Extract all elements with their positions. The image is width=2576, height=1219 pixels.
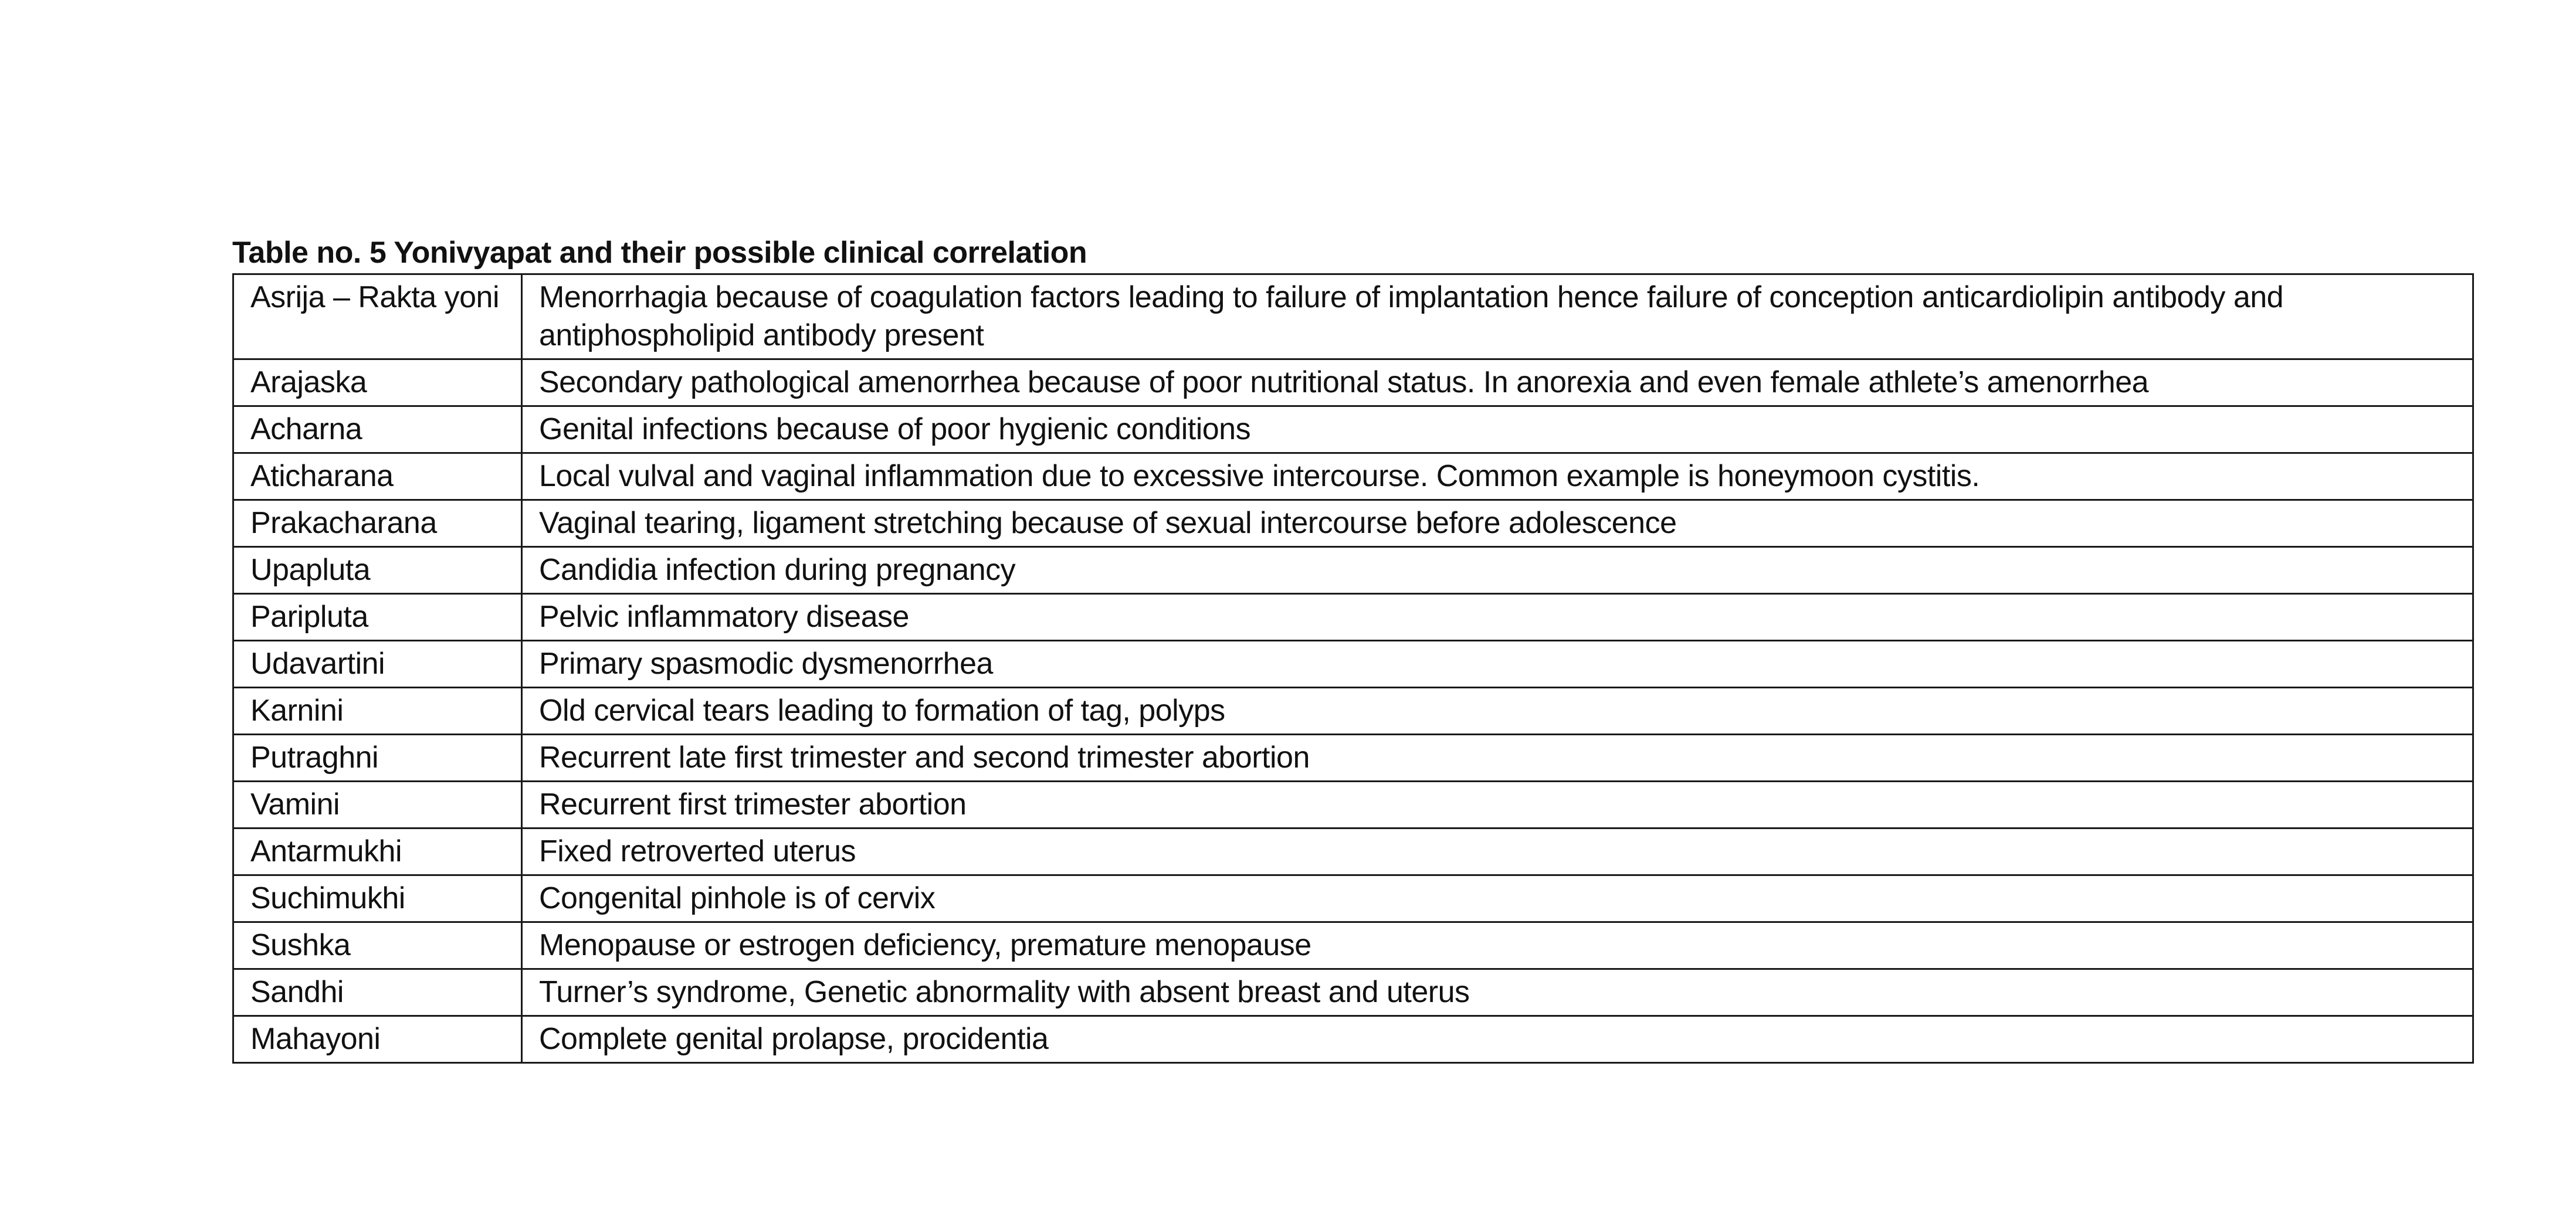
condition-name-cell: Asrija – Rakta yoni [233, 274, 522, 359]
condition-name-cell: Paripluta [233, 594, 522, 641]
condition-name-cell: Prakacharana [233, 500, 522, 547]
condition-name-cell: Mahayoni [233, 1016, 522, 1063]
correlation-cell: Old cervical tears leading to formation of tag, polyps [522, 688, 2473, 735]
condition-name-cell: Sandhi [233, 969, 522, 1016]
table-row [233, 453, 2473, 500]
table-row [233, 274, 2473, 359]
condition-name-cell: Putraghni [233, 735, 522, 782]
condition-name-cell: Arajaska [233, 359, 522, 406]
correlation-cell: Turner’s syndrome, Genetic abnormality with absent breast and uterus [522, 969, 2473, 1016]
condition-name-cell: Sushka [233, 922, 522, 969]
table-row [233, 735, 2473, 782]
table-row [233, 547, 2473, 594]
condition-name-cell: Acharna [233, 406, 522, 453]
table-row [233, 359, 2473, 406]
table-caption: Table no. 5 Yonivyapat and their possible clinical correlation [232, 236, 1087, 270]
condition-name-cell: Aticharana [233, 453, 522, 500]
correlation-cell: Recurrent first trimester abortion [522, 782, 2473, 828]
table-row [233, 969, 2473, 1016]
condition-name-cell: Karnini [233, 688, 522, 735]
correlation-cell: Genital infections because of poor hygienic conditions [522, 406, 2473, 453]
table-row [233, 782, 2473, 828]
condition-name-cell: Antarmukhi [233, 828, 522, 875]
table-row [233, 688, 2473, 735]
condition-name-cell: Udavartini [233, 641, 522, 688]
table-row [233, 406, 2473, 453]
table-row [233, 1016, 2473, 1063]
correlation-cell: Menorrhagia because of coagulation factors leading to failure of implantation hence failure of conception anticardiolipin antibody and antiphospholipid antibody present [522, 274, 2473, 359]
condition-name-cell: Vamini [233, 782, 522, 828]
correlation-cell: Fixed retroverted uterus [522, 828, 2473, 875]
table-row [233, 828, 2473, 875]
correlation-cell: Vaginal tearing, ligament stretching because of sexual intercourse before adolescence [522, 500, 2473, 547]
correlation-cell: Menopause or estrogen deficiency, premature menopause [522, 922, 2473, 969]
yonivyapat-table [232, 273, 2474, 1064]
correlation-cell: Candidia infection during pregnancy [522, 547, 2473, 594]
condition-name-cell: Upapluta [233, 547, 522, 594]
table-row [233, 875, 2473, 922]
correlation-cell: Congenital pinhole is of cervix [522, 875, 2473, 922]
table-row [233, 594, 2473, 641]
correlation-cell: Secondary pathological amenorrhea because of poor nutritional status. In anorexia and even female athlete’s amenorrhea [522, 359, 2473, 406]
correlation-cell: Primary spasmodic dysmenorrhea [522, 641, 2473, 688]
table-row [233, 500, 2473, 547]
correlation-cell: Local vulval and vaginal inflammation due to excessive intercourse. Common example is honeymoon cystitis. [522, 453, 2473, 500]
condition-name-cell: Suchimukhi [233, 875, 522, 922]
table-row [233, 922, 2473, 969]
correlation-cell: Recurrent late first trimester and second trimester abortion [522, 735, 2473, 782]
correlation-cell: Complete genital prolapse, procidentia [522, 1016, 2473, 1063]
table-row [233, 641, 2473, 688]
document-page [232, 235, 2474, 1064]
correlation-cell: Pelvic inflammatory disease [522, 594, 2473, 641]
